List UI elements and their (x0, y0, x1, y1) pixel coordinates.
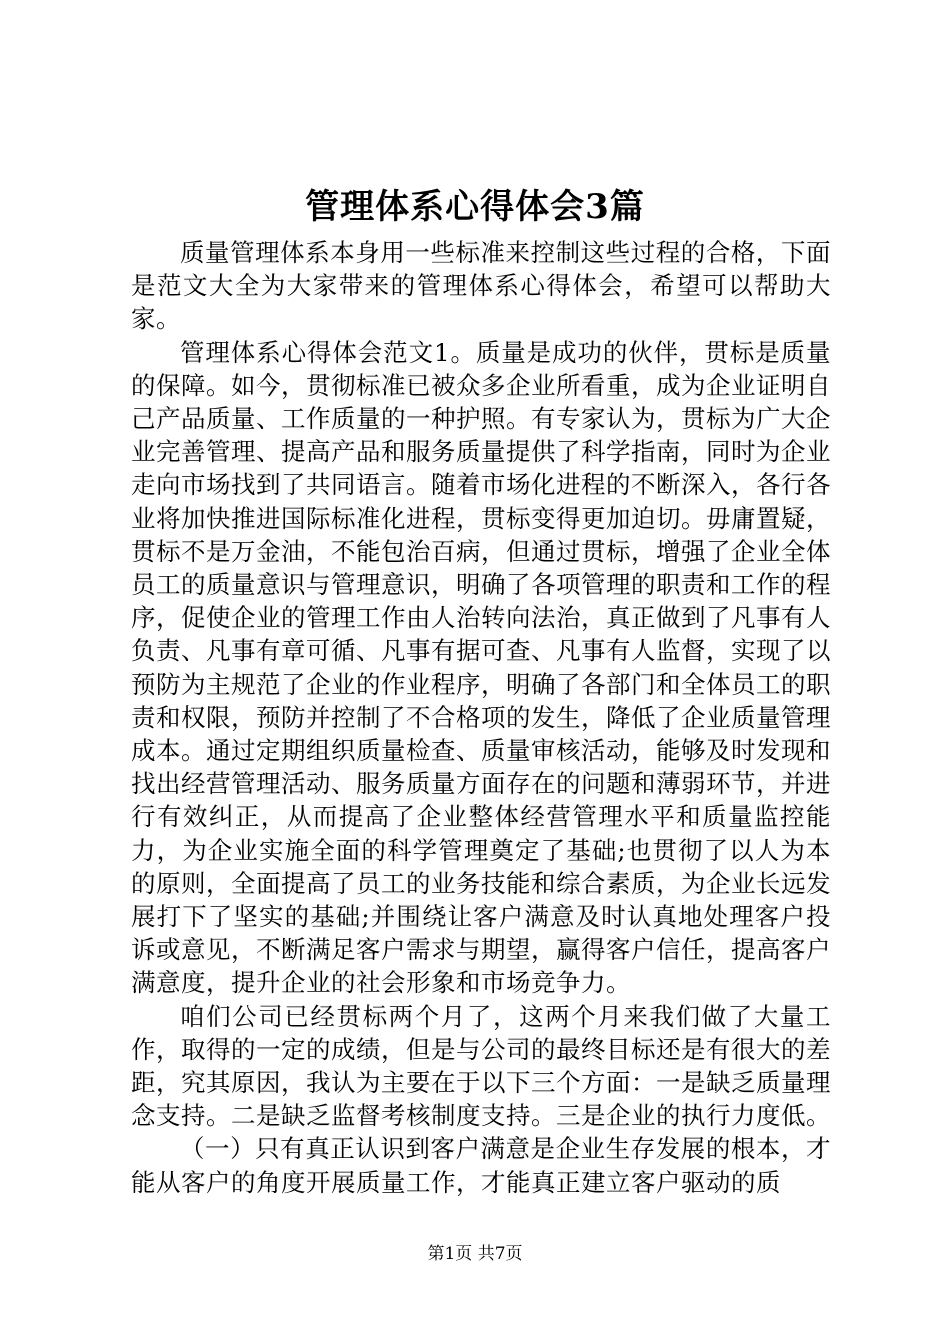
paragraph-sample-1: 管理体系心得体会范文1。质量是成功的伙伴，贯标是质量的保障。如今，贯彻标准已被众多企业所看重，成为企业证明自己产品质量、工作质量的一种护照。有专家认为，贯标为广大企业完善管理、提高产品和服务质量提供了科学指南，同时为企业走向市场找到了共同语言。随着市场化进程的不断深入，各行各业将加快推进国际标准化进程，贯标变得更加迫切。毋庸置疑，贯标不是万金油，不能包治百病，但通过贯标，增强了企业全体员工的质量意识与管理意识，明确了各项管理的职责和工作的程序，促使企业的管理工作由人治转向法治，真正做到了凡事有人负责、凡事有章可循、凡事有据可查、凡事有人监督，实现了以预防为主规范了企业的作业程序，明确了各部门和全体员工的职责和权限，预防并控制了不合格项的发生，降低了企业质量管理成本。通过定期组织质量检查、质量审核活动，能够及时发现和找出经营管理活动、服务质量方面存在的问题和薄弱环节，并进行有效纠正，从而提高了企业整体经营管理水平和质量监控能力，为企业实施全面的科学管理奠定了基础;也贯彻了以人为本的原则，全面提高了员工的业务技能和综合素质，为企业长远发展打下了坚实的基础;并围绕让客户满意及时认真地处理客户投诉或意见，不断满足客户需求与期望，赢得客户信任，提高客户满意度，提升企业的社会形象和市场竞争力。 (131, 337, 831, 998)
paragraph-point-1: （一）只有真正认识到客户满意是企业生存发展的根本，才能从客户的角度开展质量工作，才能真正建立客户驱动的质 (131, 1134, 831, 1197)
paragraph-company-status: 咱们公司已经贯标两个月了，这两个月来我们做了大量工作，取得的一定的成绩，但是与公司的最终目标还是有很大的差距，究其原因，我认为主要在于以下三个方面：一是缺乏质量理念支持。二是缺乏监督考核制度支持。三是企业的执行力度低。 (131, 1001, 831, 1131)
page-number-footer: 第1页 共7页 (427, 1244, 523, 1264)
document-body (131, 236, 831, 1199)
document-title: 管理体系心得体会3篇 (305, 187, 645, 227)
paragraph-intro: 质量管理体系本身用一些标准来控制这些过程的合格，下面是范文大全为大家带来的管理体系心得体会，希望可以帮助大家。 (131, 238, 831, 334)
